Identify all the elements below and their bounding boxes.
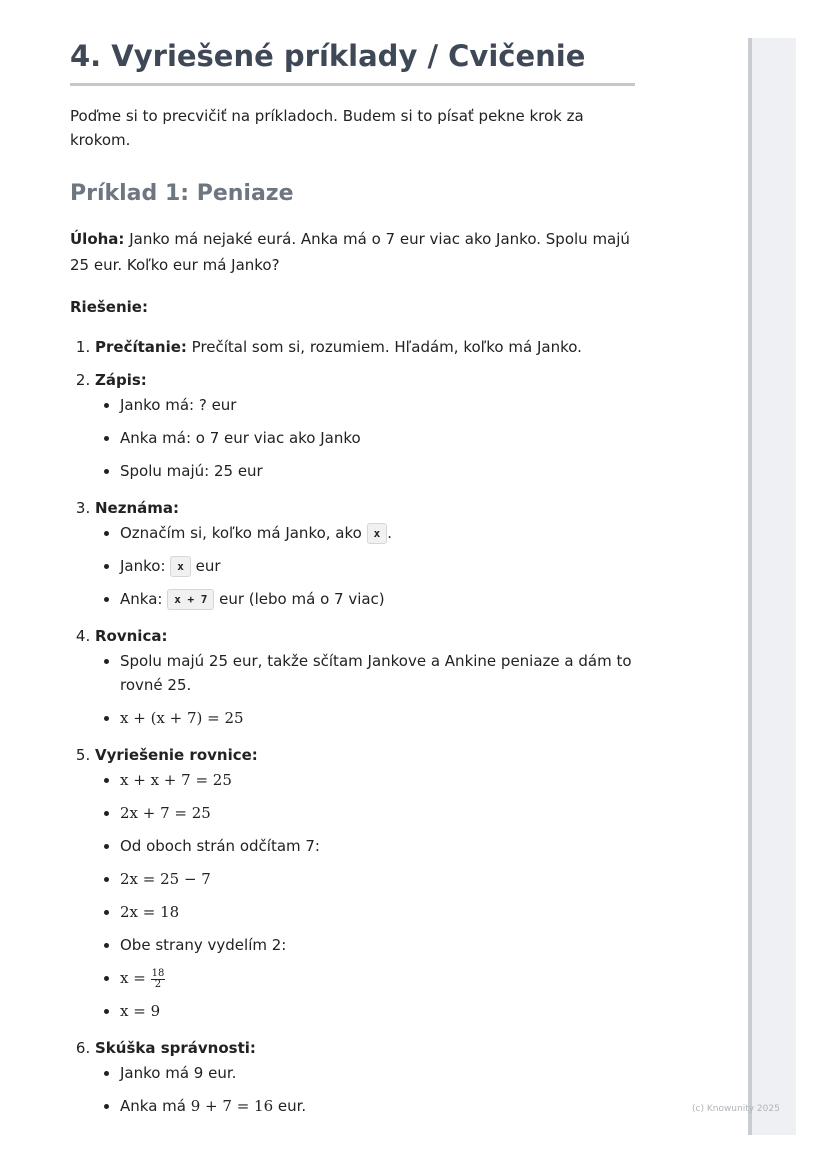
step-label: Skúška správnosti: bbox=[95, 1039, 256, 1058]
side-panel bbox=[748, 38, 796, 1135]
step-label: Prečítanie: bbox=[95, 338, 187, 357]
step-label: Zápis: bbox=[95, 371, 147, 390]
list-item bbox=[120, 706, 635, 730]
intro-text: Poďme si to precvičiť na príkladoch. Budem si to písať pekne krok za krokom. bbox=[70, 107, 584, 150]
task-paragraph bbox=[70, 226, 635, 278]
step-notation bbox=[95, 369, 635, 483]
document-content bbox=[70, 38, 635, 1132]
list-item bbox=[120, 521, 635, 545]
solution-steps bbox=[70, 336, 635, 1118]
step-text: Prečítal som si, rozumiem. Hľadám, koľko má Janko. bbox=[186, 338, 582, 357]
list-item bbox=[120, 867, 635, 891]
step-reading bbox=[95, 336, 635, 358]
item-text: eur bbox=[190, 557, 221, 576]
step-label: Neznáma: bbox=[95, 499, 180, 518]
math-expression: x + x + 7 = 25 bbox=[120, 771, 232, 790]
step-label: Rovnica: bbox=[95, 627, 168, 646]
solution-label: Riešenie: bbox=[70, 298, 148, 317]
check-list bbox=[95, 1061, 635, 1118]
step-label: Vyriešenie rovnice: bbox=[95, 746, 258, 765]
math-expression: x = 9 bbox=[120, 1002, 161, 1021]
list-item: • Obe strany vydelím 2: bbox=[120, 933, 635, 957]
list-item bbox=[120, 587, 635, 611]
math-lhs: x = bbox=[120, 969, 151, 988]
step-equation bbox=[95, 625, 635, 730]
item-text: Anka má bbox=[120, 1097, 191, 1116]
list-item: • Janko má: ? eur bbox=[120, 393, 635, 417]
item-text: eur. bbox=[273, 1097, 307, 1116]
code-snippet: x + 7 bbox=[167, 589, 214, 610]
equation-list bbox=[95, 649, 635, 730]
list-item bbox=[120, 801, 635, 825]
item-text: Anka: bbox=[120, 590, 168, 609]
page-title: 4. Vyriešené príklady / Cvičenie bbox=[70, 38, 635, 86]
code-snippet: x bbox=[367, 523, 388, 544]
list-item: • Od oboch strán odčítam 7: bbox=[120, 834, 635, 858]
solving-list bbox=[95, 768, 635, 1023]
math-expression: 2x + 7 = 25 bbox=[120, 804, 211, 823]
unknown-list bbox=[95, 521, 635, 611]
example-heading: Príklad 1: Peniaze bbox=[70, 181, 294, 207]
list-item bbox=[120, 1094, 635, 1118]
list-item: • Anka má: o 7 eur viac ako Janko bbox=[120, 426, 635, 450]
step-check bbox=[95, 1037, 635, 1118]
item-text: . bbox=[387, 524, 392, 543]
list-item: • Janko má 9 eur. bbox=[120, 1061, 635, 1085]
fraction-numerator: 18 bbox=[151, 967, 165, 979]
list-item: • Spolu majú: 25 eur bbox=[120, 459, 635, 483]
step-solving bbox=[95, 744, 635, 1023]
item-text: Označím si, koľko má Janko, ako bbox=[120, 524, 367, 543]
fraction-denominator: 2 bbox=[154, 978, 162, 990]
math-expression bbox=[120, 967, 165, 990]
notation-list bbox=[95, 393, 635, 483]
task-label: Úloha: bbox=[70, 230, 125, 249]
item-text: eur (lebo má o 7 viac) bbox=[214, 590, 385, 609]
task-text: Janko má nejaké eurá. Anka má o 7 eur viac ako Janko. Spolu majú 25 eur. Koľko eur má Janko? bbox=[70, 230, 630, 275]
item-text: Janko: bbox=[120, 557, 171, 576]
list-item bbox=[120, 554, 635, 578]
copyright-footer: (c) Knowunity 2025 bbox=[692, 1104, 780, 1114]
math-expression: 2x = 18 bbox=[120, 903, 180, 922]
math-expression: 9 + 7 = 16 bbox=[190, 1097, 274, 1116]
step-unknown bbox=[95, 497, 635, 611]
list-item: • Spolu majú 25 eur, takže sčítam Jankove a Ankine peniaze a dám to rovné 25. bbox=[120, 649, 635, 697]
list-item bbox=[120, 900, 635, 924]
list-item bbox=[120, 966, 635, 990]
list-item bbox=[120, 768, 635, 792]
math-expression: x + (x + 7) = 25 bbox=[120, 709, 244, 728]
fraction bbox=[151, 969, 166, 990]
math-expression: 2x = 25 − 7 bbox=[120, 870, 211, 889]
list-item bbox=[120, 999, 635, 1023]
code-snippet: x bbox=[170, 556, 191, 577]
